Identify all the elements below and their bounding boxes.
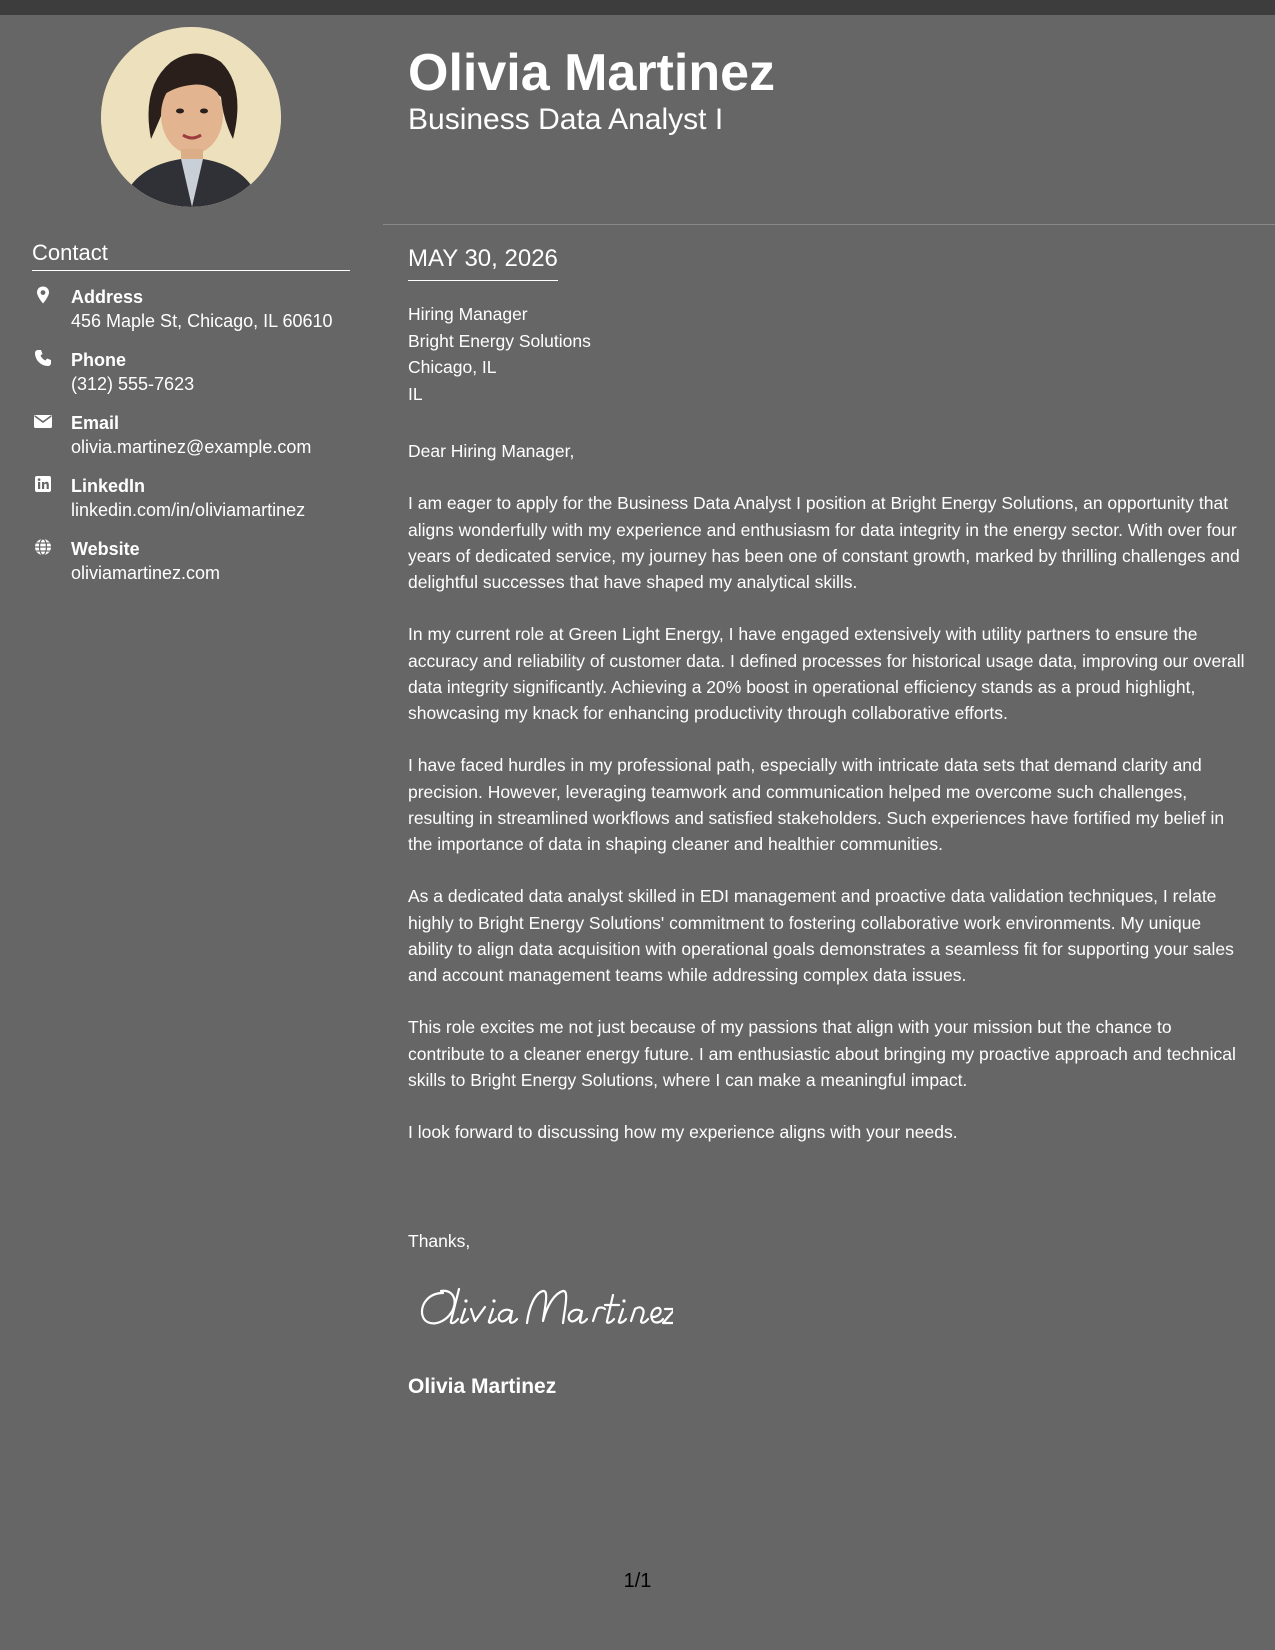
contact-item-phone — [32, 348, 362, 411]
letter-paragraph: I am eager to apply for the Business Data Analyst I position at Bright Energy Solutions, an opportunity that aligns wonderfully with my experience and enthusiasm for data integrity in the energy sector. With over four years of dedicated service, my journey has been one of constant growth, marked by thrilling challenges and delightful successes that have shaped my analytical skills. — [408, 493, 1240, 592]
contact-item-address — [32, 285, 362, 348]
envelope-icon — [34, 412, 52, 430]
phone-icon — [34, 349, 52, 367]
letter-paragraph: In my current role at Green Light Energy, I have engaged extensively with utility partners to ensure the accuracy and reliability of customer data. I defined processes for historical usage data, improving our overall data integrity significantly. Achieving a 20% boost in operational efficiency stands as a proud highlight, showcasing my knack for enhancing productivity through collaborative efforts. — [408, 624, 1245, 723]
letter-date: MAY 30, 2026 — [408, 244, 558, 281]
linkedin-label: LinkedIn — [71, 476, 146, 496]
letter-paragraph: I have faced hurdles in my professional path, especially with intricate data sets that demand clarity and precision. However, leveraging teamwork and communication helped me overcome such challenges, resulting in streamlined workflows and satisfied stakeholders. Such experiences have fortified my belief in the importance of data in shaping cleaner and healthier communities. — [408, 755, 1225, 854]
header-divider — [383, 224, 1275, 225]
letter-paragraph: I look forward to discussing how my experience aligns with your needs. — [408, 1122, 958, 1143]
recipient-line: Chicago, IL — [408, 357, 497, 377]
salutation: Dear Hiring Manager, — [408, 441, 575, 461]
recipient-line: Bright Energy Solutions — [408, 330, 591, 351]
website-value[interactable]: oliviamartinez.com — [71, 563, 221, 583]
globe-icon — [34, 538, 52, 556]
applicant-name: Olivia Martinez — [408, 44, 775, 102]
top-bar — [0, 0, 1275, 15]
letter-body — [408, 438, 1246, 1172]
letter-paragraph: This role excites me not just because of my passions that align with your mission but the chance to contribute to a cleaner energy future. I am enthusiastic about bringing my proactive approach and technical skills to Bright Energy Solutions, where I can make a meaningful impact. — [408, 1017, 1236, 1090]
job-title: Business Data Analyst I — [408, 103, 724, 136]
website-label: Website — [71, 539, 140, 559]
recipient-line: IL — [408, 383, 423, 404]
linkedin-icon — [34, 475, 52, 493]
contact-heading: Contact — [32, 240, 350, 271]
page-number: 1/1 — [623, 1570, 652, 1592]
profile-photo — [101, 27, 281, 207]
letter-main — [383, 15, 1275, 1650]
linkedin-value[interactable]: linkedin.com/in/oliviamartinez — [71, 500, 306, 520]
letter-paragraph: As a dedicated data analyst skilled in EDI management and proactive data validation techniques, I relate highly to Bright Energy Solutions' commitment to fostering collaborative work environments. My unique ability to align data acquisition with operational goals demonstrates a seamless fit for supporting your sales and account management teams while addressing complex data issues. — [408, 886, 1234, 985]
phone-value: (312) 555-7623 — [71, 374, 195, 394]
recipient-block — [408, 301, 591, 407]
signer-name: Olivia Martinez — [408, 1375, 557, 1398]
contact-item-linkedin — [32, 474, 362, 537]
closing: Thanks, — [408, 1231, 471, 1251]
phone-label: Phone — [71, 350, 127, 370]
email-value[interactable]: olivia.martinez@example.com — [71, 437, 312, 457]
sidebar — [0, 15, 383, 1650]
contact-list — [32, 285, 362, 600]
email-label: Email — [71, 413, 120, 433]
recipient-line: Hiring Manager — [408, 304, 528, 324]
handwritten-signature — [413, 1277, 673, 1342]
address-label: Address — [71, 287, 144, 307]
contact-item-website — [32, 537, 362, 600]
address-value: 456 Maple St, Chicago, IL 60610 — [71, 311, 333, 331]
map-pin-icon — [34, 286, 52, 304]
contact-item-email — [32, 411, 362, 474]
